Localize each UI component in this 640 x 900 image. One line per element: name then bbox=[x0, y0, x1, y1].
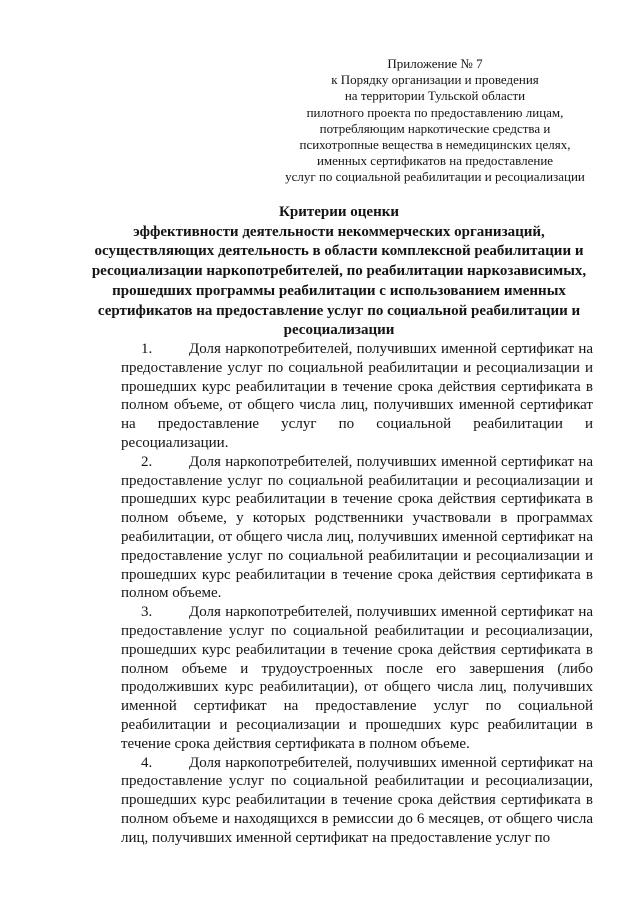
title-line: эффективности деятельности некоммерческих организаций, bbox=[133, 223, 545, 240]
appendix-header bbox=[280, 56, 590, 186]
title-line: сертификатов на предоставление услуг по социальной реабилитации и bbox=[97, 302, 581, 319]
appendix-line: к Порядку организации и проведения bbox=[331, 72, 539, 88]
criterion-number: 2. bbox=[141, 453, 153, 470]
criterion-item bbox=[121, 453, 593, 603]
criterion-text: Доля наркопотребителей, получивших именной сертификат на предоставление услуг по социальной реабилитации и ресоциализации, прошедших курс реабилитации в течение срока действия сертификата в полном объеме и трудоустроенных после его завершения (либо продолживших курс реабилитации), от общего числа лиц, получивших именной сертификат на предоставление услуг по социальной реабилитации и ресоциализации и прошедших курс реабилитации в течение срока действия сертификата в полном объеме. bbox=[121, 604, 593, 752]
criterion-item bbox=[121, 603, 593, 753]
criterion-text: Доля наркопотребителей, получивших именной сертификат на предоставление услуг по социальной реабилитации и ресоциализации и прошедших курс реабилитации в течение срока действия сертификата в полном объеме, от общего числа лиц, получивших именной сертификат на предоставление услуг по социальной реабилитации и ресоциализации. bbox=[121, 341, 593, 451]
appendix-line: психотропные вещества в немедицинских целях, bbox=[299, 137, 571, 153]
title-line: Критерии оценки bbox=[279, 204, 399, 220]
criterion-text: Доля наркопотребителей, получивших именной сертификат на предоставление услуг по социальной реабилитации и ресоциализации, прошедших курс реабилитации в течение срока действия сертификата в полном объеме и находящихся в ремиссии до 6 месяцев, от общего числа лиц, получивших именной сертификат на предоставление услуг по bbox=[121, 754, 593, 846]
appendix-line: пилотного проекта по предоставлению лицам, bbox=[306, 104, 564, 120]
appendix-line: именных сертификатов на предоставление bbox=[316, 153, 554, 169]
criterion-item bbox=[121, 340, 593, 453]
appendix-line: на территории Тульской области bbox=[344, 88, 526, 104]
criterion-number: 4. bbox=[141, 754, 153, 771]
criteria-list bbox=[121, 340, 593, 848]
appendix-line: услуг по социальной реабилитации и ресоциализации bbox=[285, 169, 585, 185]
criterion-number: 1. bbox=[141, 341, 153, 357]
appendix-line: Приложение № 7 bbox=[387, 56, 483, 71]
criterion-text: Доля наркопотребителей, получивших именной сертификат на предоставление услуг по социальной реабилитации и ресоциализации и прошедших курс реабилитации в течение срока действия сертификата в полном объеме, у которых родственники участвовали в программах реабилитации, от общего числа лиц, получивших именной сертификат на предоставление услуг по социальной реабилитации и ресоциализации и прошедших курс реабилитации в течение срока действия сертификата в полном объеме. bbox=[121, 453, 593, 602]
title-line: прошедших программы реабилитации с использованием именных bbox=[112, 282, 566, 299]
document-title bbox=[86, 203, 592, 341]
appendix-line: потребляющим наркотические средства и bbox=[319, 120, 551, 136]
title-line: ресоциализации наркопотребителей, по реабилитации наркозависимых, bbox=[91, 263, 587, 280]
title-line: осуществляющих деятельность в области комплексной реабилитации и bbox=[94, 243, 584, 260]
criterion-item bbox=[121, 754, 593, 848]
title-line: ресоциализации bbox=[283, 322, 395, 339]
criterion-number: 3. bbox=[141, 604, 153, 621]
